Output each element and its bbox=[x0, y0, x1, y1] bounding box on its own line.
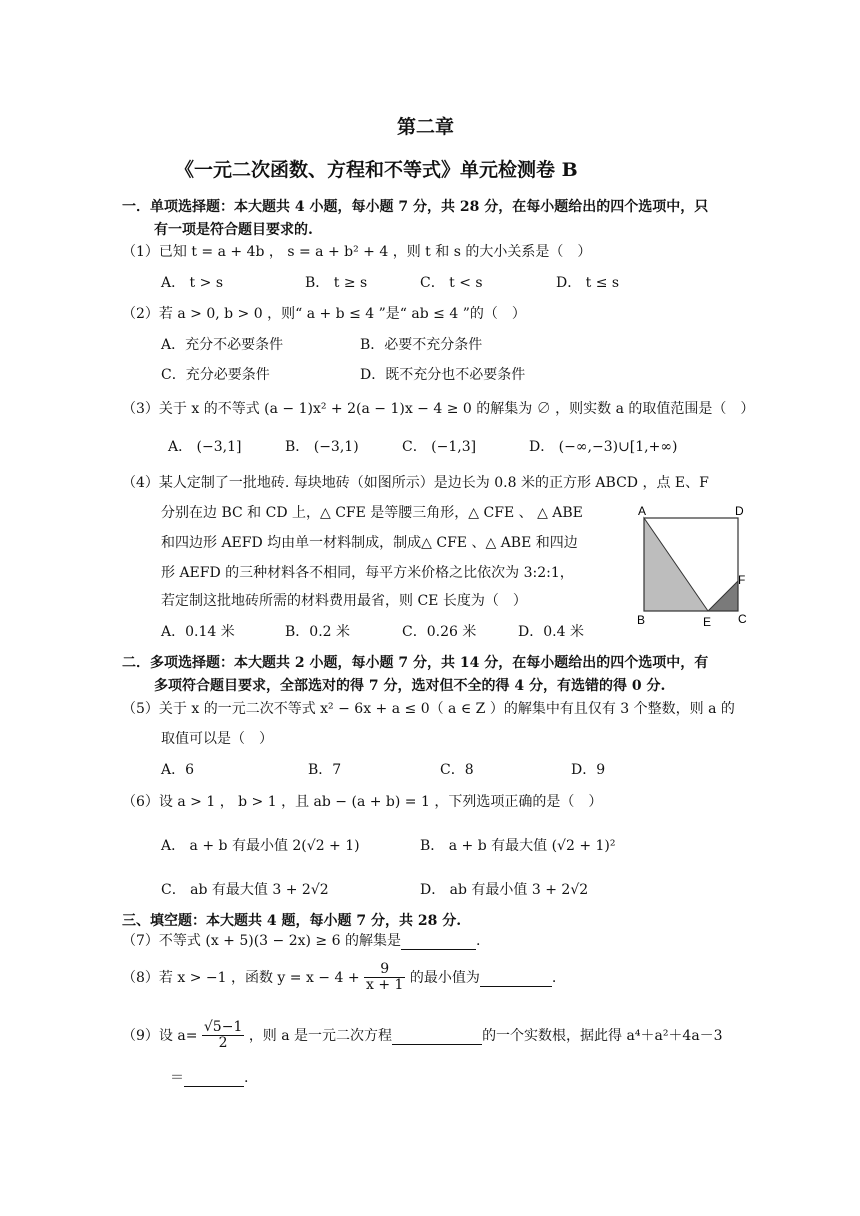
q5-option-d[interactable]: D．9 bbox=[571, 762, 606, 778]
q9-stem-line2 bbox=[170, 1067, 248, 1087]
q7-period: . bbox=[475, 933, 481, 949]
q9-numerator: √5−1 bbox=[203, 1019, 243, 1035]
section2-heading-cont: 多项符合题目要求，全部选对的得 7 分，选对但不全的得 4 分，有选错的得 0 分. bbox=[154, 678, 666, 694]
q9-equals: ＝ bbox=[170, 1070, 184, 1086]
q4-option-a[interactable]: A．0.14 米 bbox=[161, 624, 235, 640]
q1-option-c[interactable]: C． t < s bbox=[420, 275, 483, 291]
q8-numerator: 9 bbox=[364, 962, 405, 978]
q1-option-d[interactable]: D． t ≤ s bbox=[556, 275, 620, 291]
label-f: F bbox=[738, 573, 746, 587]
q3-stem: （3）关于 x 的不等式 (a − 1)x² + 2(a − 1)x − 4 ≥ 0 的解集为 ∅ ，则实数 a 的取值范围是（ ） bbox=[122, 401, 755, 417]
q4-line-5: 若定制这批地砖所需的材料费用最省，则 CE 长度为（ ） bbox=[161, 593, 527, 609]
q9-text-mid: ，则 a 是一元二次方程 bbox=[248, 1027, 393, 1044]
label-b: B bbox=[637, 613, 646, 627]
page-title: 《一元二次函数、方程和不等式》单元检测卷 B bbox=[175, 159, 578, 181]
q4-line-1: （4）某人定制了一批地砖. 每块地砖（如图所示）是边长为 0.8 米的正方形 ABCD ，点 E、F bbox=[122, 475, 709, 491]
q4-line-4: 形 AEFD 的三种材料各不相同，每平方米价格之比依次为 3:2:1， bbox=[161, 565, 574, 581]
q8-text-pre: （8）若 x > −1 ，函数 y = x − 4 + bbox=[122, 969, 360, 986]
q7-stem bbox=[122, 930, 480, 950]
q5-stem-cont: 取值可以是（ ） bbox=[161, 731, 273, 747]
q3-option-d[interactable]: D． (−∞,−3)∪[1,+∞) bbox=[529, 439, 678, 455]
q2-option-a[interactable]: A．充分不必要条件 bbox=[161, 337, 284, 353]
q5-stem: （5）关于 x 的一元二次不等式 x² − 6x + a ≤ 0（ a ∈ Z ）的解集中有且仅有 3 个整数，则 a 的 bbox=[122, 701, 735, 717]
q6-stem: （6）设 a > 1 ， b > 1 ，且 ab − (a + b) = 1 ，下列选项正确的是（ ） bbox=[122, 794, 603, 810]
label-a: A bbox=[638, 504, 647, 518]
q2-option-d[interactable]: D．既不充分也不必要条件 bbox=[360, 367, 526, 383]
q6-option-a[interactable]: A． a + b 有最小值 2(√2 + 1) bbox=[161, 838, 360, 854]
q8-denominator: x + 1 bbox=[366, 977, 404, 994]
q9-equation-blank[interactable] bbox=[392, 1028, 482, 1045]
q2-stem: （2）若 a > 0, b > 0 ，则“ a + b ≤ 4 ”是“ ab ≤ 4 ”的（ ） bbox=[122, 306, 526, 322]
q4-option-c[interactable]: C．0.26 米 bbox=[402, 624, 477, 640]
q2-option-c[interactable]: C．充分必要条件 bbox=[161, 367, 270, 383]
section3-heading: 三、填空题：本大题共 4 题，每小题 7 分，共 28 分. bbox=[122, 913, 462, 929]
label-d: D bbox=[735, 504, 744, 518]
q1-option-b[interactable]: B． t ≥ s bbox=[305, 275, 368, 291]
q8-answer-blank[interactable] bbox=[480, 970, 552, 987]
q7-text: （7）不等式 (x + 5)(3 − 2x) ≥ 6 的解集是 bbox=[122, 933, 401, 949]
q2-option-b[interactable]: B．必要不充分条件 bbox=[360, 337, 483, 353]
q9-answer-blank[interactable] bbox=[184, 1070, 244, 1087]
q4-line-2: 分别在边 BC 和 CD 上，△ CFE 是等腰三角形，△ CFE 、 △ ABE bbox=[161, 505, 583, 521]
q4-option-d[interactable]: D．0.4 米 bbox=[518, 624, 584, 640]
q9-denominator: 2 bbox=[218, 1035, 228, 1052]
q3-option-a[interactable]: A． (−3,1] bbox=[168, 439, 242, 455]
q1-option-a[interactable]: A． t > s bbox=[161, 275, 224, 291]
tile-figure bbox=[632, 502, 752, 630]
section1-heading: 一．单项选择题：本大题共 4 小题，每小题 7 分，共 28 分，在每小题给出的四个选项中，只 bbox=[122, 199, 709, 215]
q3-option-b[interactable]: B． (−3,1) bbox=[285, 439, 359, 455]
q9-text-pre: （9）设 a= bbox=[122, 1027, 198, 1044]
q8-stem bbox=[122, 962, 556, 994]
triangle-abe bbox=[644, 518, 708, 611]
chapter-title: 第二章 bbox=[397, 116, 455, 138]
q9-period: . bbox=[244, 1070, 249, 1086]
q9-text-post: 的一个实数根，据此得 a⁴＋a²＋4a－3 bbox=[482, 1027, 723, 1044]
q5-option-a[interactable]: A．6 bbox=[161, 762, 195, 778]
section1-heading-cont: 有一项是符合题目要求的. bbox=[154, 222, 313, 238]
label-c: C bbox=[738, 612, 747, 626]
q9-fraction bbox=[202, 1020, 244, 1052]
q6-option-d[interactable]: D． ab 有最小值 3 + 2√2 bbox=[420, 882, 589, 898]
q4-line-3: 和四边形 AEFD 均由单一材料制成，制成△ CFE 、△ ABE 和四边 bbox=[161, 535, 578, 551]
q8-period: . bbox=[551, 969, 557, 986]
q9-stem bbox=[122, 1020, 723, 1052]
triangle-cfe bbox=[708, 581, 738, 611]
q6-option-c[interactable]: C． ab 有最大值 3 + 2√2 bbox=[161, 882, 329, 898]
q4-option-b[interactable]: B．0.2 米 bbox=[285, 624, 351, 640]
section2-heading: 二．多项选择题：本大题共 2 小题，每小题 7 分，共 14 分，在每小题给出的四个选项中，有 bbox=[122, 655, 709, 671]
q5-option-b[interactable]: B．7 bbox=[308, 762, 342, 778]
q6-option-b[interactable]: B． a + b 有最大值 (√2 + 1)² bbox=[420, 838, 616, 854]
q8-fraction bbox=[364, 962, 405, 994]
q3-option-c[interactable]: C． (−1,3] bbox=[402, 439, 477, 455]
q8-text-post: 的最小值为 bbox=[409, 969, 480, 986]
q5-option-c[interactable]: C．8 bbox=[440, 762, 474, 778]
q1-stem: （1）已知 t = a + 4b ， s = a + b² + 4 ，则 t 和 s 的大小关系是（ ） bbox=[122, 244, 592, 260]
q7-answer-blank[interactable] bbox=[401, 933, 476, 950]
label-e: E bbox=[703, 615, 712, 629]
